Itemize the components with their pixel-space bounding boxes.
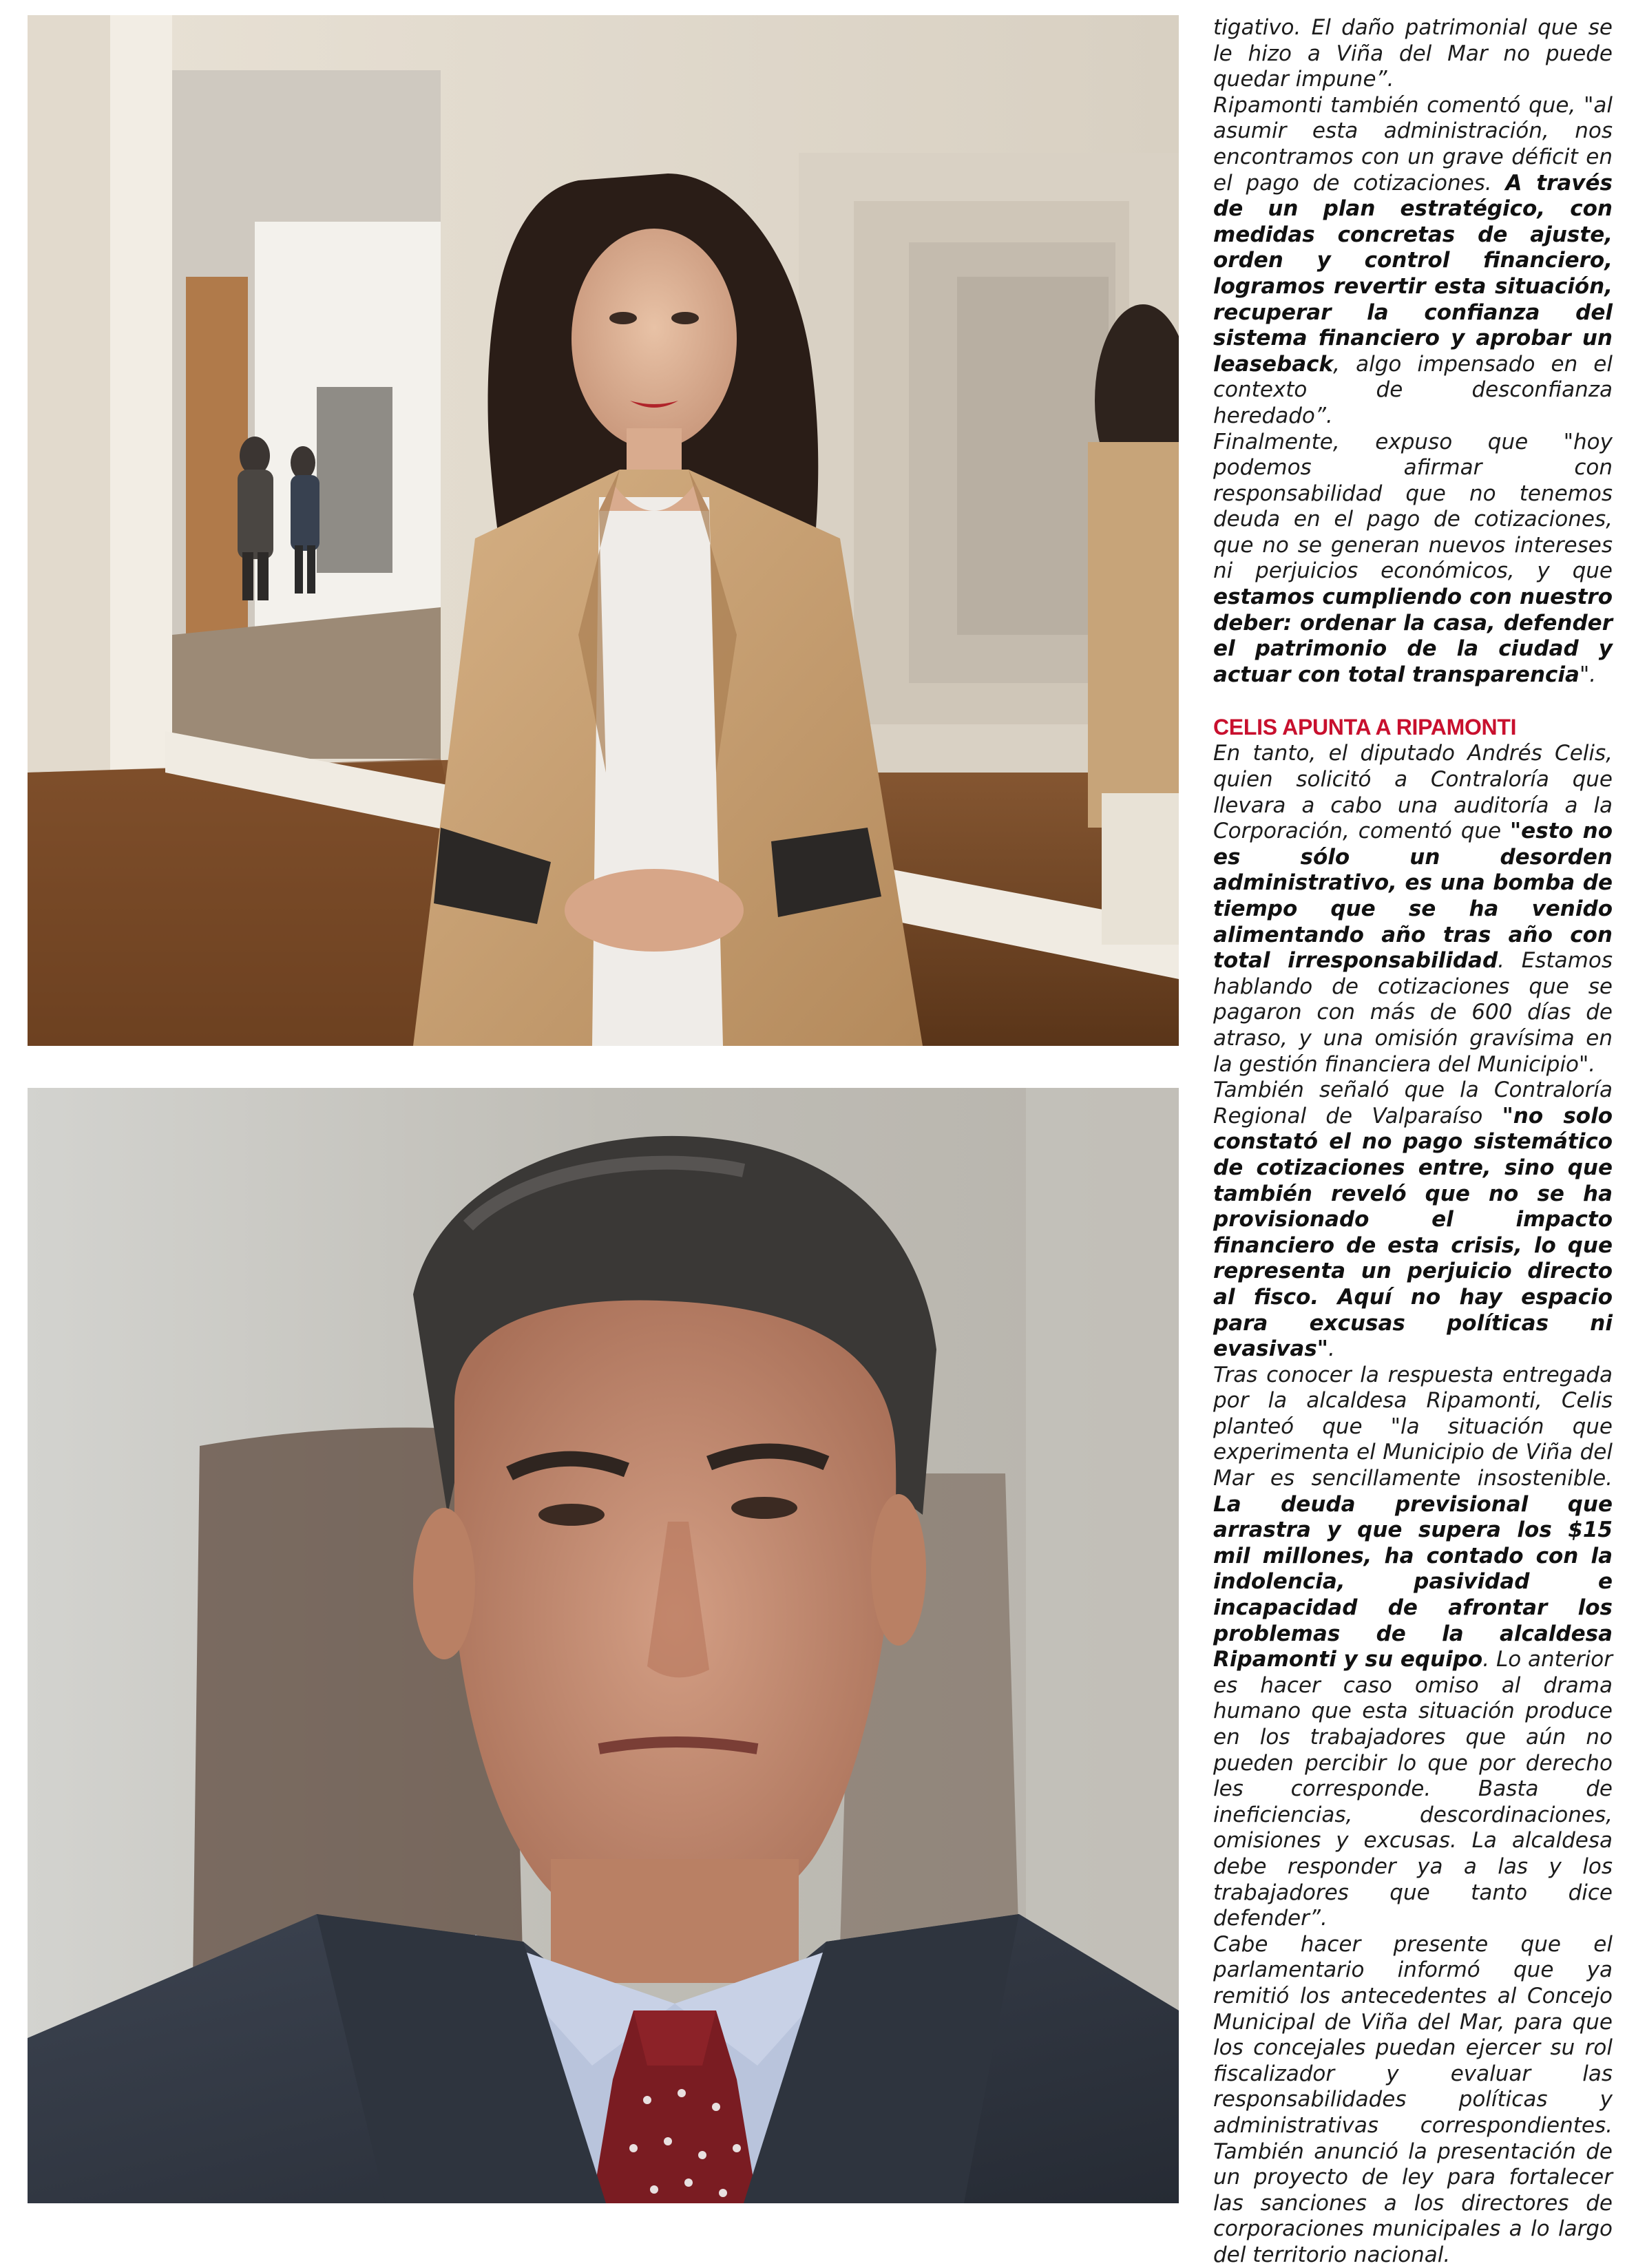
article-paragraph: Ripamonti también comentó que, "al asumir esta administración, nos encontramos con un grave déficit en el pago de cotizaciones. A través de un plan estratégico, con medidas concretas de ajuste, orden y control financiero, logramos revertir esta situación, recuperar la confianza del sistema financiero y aprobar un leaseback, algo impensado en el contexto de desconfianza heredado”. (1213, 92, 1613, 428)
article-column (1213, 15, 1613, 2267)
emphasis-text: "no solo constató el no pago sistemático de cotizaciones entre, sino que también reveló que no se ha provisionado el impacto financiero de esta crisis, lo que representa un perjuicio directo al fisco. Aquí no hay espacio para excusas políticas ni evasivas" (1213, 1103, 1613, 1362)
emphasis-text: A través de un plan estratégico, con medidas concretas de ajuste, orden y control financiero, logramos revertir esta situación, recuperar la confianza del sistema financiero y aprobar un leaseback (1213, 170, 1613, 377)
emphasis-text: La deuda previsional que arrastra y que supera los $15 mil millones, ha contado con la indolencia, pasividad e incapacidad de afrontar los problemas de la alcaldesa Ripamonti y su equipo (1213, 1491, 1613, 1672)
article-paragraph: tigativo. El daño patrimonial que se le hizo a Viña del Mar no puede quedar impune”. (1213, 15, 1613, 92)
article-paragraph: También señaló que la Contraloría Regional de Valparaíso "no solo constató el no pago sistemático de cotizaciones entre, sino que también reveló que no se ha provisionado el impacto financiero de esta crisis, lo que representa un perjuicio directo al fisco. Aquí no hay espacio para excusas políticas ni evasivas". (1213, 1078, 1613, 1362)
article-paragraph: Tras conocer la respuesta entregada por la alcaldesa Ripamonti, Celis planteó que "la situación que experimenta el Municipio de Viña del Mar es sencillamente insostenible. La deuda previsional que arrastra y que supera los $15 mil millones, ha contado con la indolencia, pasividad e incapacidad de afrontar los problemas de la alcaldesa Ripamonti y su equipo. Lo anterior es hacer caso omiso al drama humano que esta situación produce en los trabajadores que aún no pueden percibir lo que por derecho les corresponde. Basta de ineficiencias, descordinaciones, omisiones y excusas. La alcaldesa debe responder ya a las y los trabajadores que tanto dice defender”. (1213, 1362, 1613, 1931)
woman-portrait-photo (28, 15, 1179, 1046)
man-portrait-photo (28, 1088, 1179, 2203)
article-paragraph: Cabe hacer presente que el parlamentario informó que ya remitió los antecedentes al Concejo Municipal de Viña del Mar, para que los concejales puedan ejercer su rol fiscalizador y evaluar las responsabilidades políticas y administrativas correspondientes. También anunció la presentación de un proyecto de ley para fortalecer las sanciones a los directores de corporaciones municipales a lo largo del territorio nacional. (1213, 1931, 1613, 2267)
article-paragraph: En tanto, el diputado Andrés Celis, quien solicitó a Contraloría que llevara a cabo una auditoría a la Corporación, comentó que "esto no es sólo un desorden administrativo, es una bomba de tiempo que se ha venido alimentando año tras año con total irresponsabilidad. Estamos hablando de cotizaciones que se pagaron con más de 600 días de atraso, y una omisión gravísima en la gestión financiera del Municipio". (1213, 741, 1613, 1077)
emphasis-text: estamos cumpliendo con nuestro deber: ordenar la casa, defender el patrimonio de la ciudad y actuar con total transparencia (1213, 585, 1613, 687)
article-paragraph: Finalmente, expuso que "hoy podemos afirmar con responsabilidad que no tenemos deuda en el pago de cotizaciones, que no se generan nuevos intereses ni perjuicios económicos, y que estamos cumpliendo con nuestro deber: ordenar la casa, defender el patrimonio de la ciudad y actuar con total transparencia". (1213, 429, 1613, 687)
emphasis-text: "esto no es sólo un desorden administrativo, es una bomba de tiempo que se ha venido alimentando año tras año con total irresponsabilidad (1213, 819, 1613, 974)
section-subheading: CELIS APUNTA A RIPAMONTI (1213, 715, 1517, 740)
